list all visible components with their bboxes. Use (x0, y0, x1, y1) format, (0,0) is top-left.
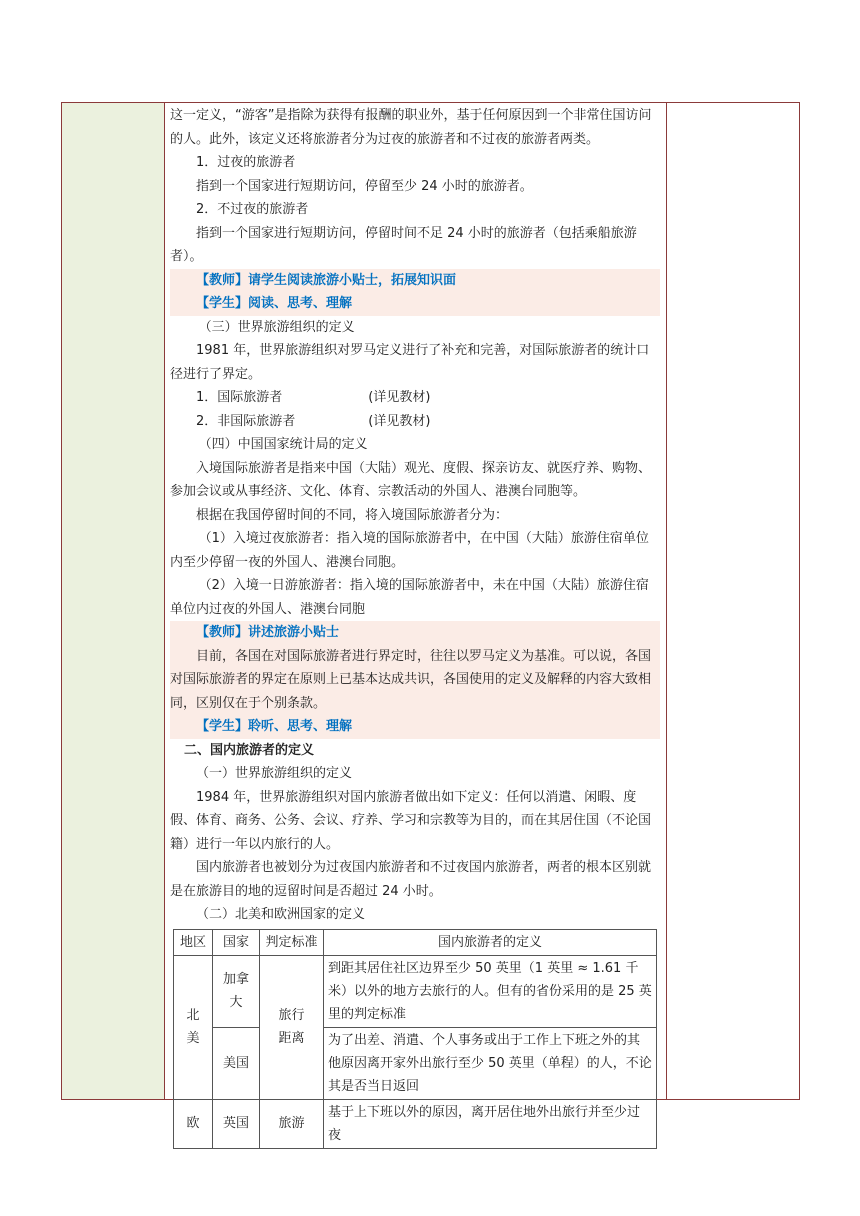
student-note: 【学生】阅读、思考、理解 (170, 292, 660, 316)
region-north-america: 北美 (174, 955, 213, 1099)
country-canada: 加拿大 (213, 955, 260, 1027)
na-heading: （二）北美和欧洲国家的定义 (196, 907, 366, 922)
country-uk: 英国 (213, 1099, 260, 1148)
teacher-note: 【教师】请学生阅读旅游小贴士，拓展知识面 (170, 269, 660, 293)
wto-item2-label: 2．非国际旅游者 (196, 413, 296, 429)
uk-definition: 基于上下班以外的原因，离开居住地外出旅行并至少过夜 (324, 1099, 657, 1148)
region-europe: 欧 (174, 1099, 213, 1148)
wto-heading: （三）世界旅游组织的定义 (198, 319, 355, 335)
item2-title: 2．不过夜的旅游者 (196, 202, 309, 217)
item2-desc: 指到一个国家进行短期访问，停留时间不足 24 小时的旅游者（包括乘船旅游者）。 (170, 225, 637, 264)
table-header-row (174, 929, 657, 955)
definition-table (173, 929, 657, 1149)
nbs-paragraph1: 入境国际旅游者是指来中国（大陆）观光、度假、探亲访友、就医疗养、购物、参加会议或从事经济、文化、体育、宗教活动的外国人、港澳台同胞等。 (170, 460, 652, 499)
domestic-wto-heading: （一）世界旅游组织的定义 (196, 766, 353, 781)
wto-item1 (170, 386, 660, 410)
domestic-heading: 二、国内旅游者的定义 (184, 742, 315, 758)
canada-definition: 到距其居住社区边界至少 50 英里（1 英里 ≈ 1.61 千米）以外的地方去旅行的人。但有的省份采用的是 25 英里的判定标准 (324, 955, 657, 1027)
intro-paragraph: 这一定义，“游客”是指除为获得有报酬的职业外，基于任何原因到一个非常住国访问的人。此外，该定义还将旅游者分为过夜的旅游者和不过夜的旅游者两类。 (170, 108, 652, 147)
country-usa: 美国 (213, 1027, 260, 1099)
wto-paragraph: 1981 年，世界旅游组织对罗马定义进行了补充和完善，对国际旅游者的统计口径进行了界定。 (170, 343, 650, 382)
criterion-eu: 旅游 (260, 1099, 324, 1148)
wto-item2-note: (详见教材) (368, 413, 431, 429)
wto-item1-label: 1．国际旅游者 (196, 390, 283, 405)
header-region: 地区 (174, 929, 213, 955)
table-row (174, 955, 657, 1027)
header-criterion: 判定标准 (260, 929, 324, 955)
domestic-paragraph2: 国内旅游者也被划分为过夜国内旅游者和不过夜国内旅游者，两者的根本区别就是在旅游目的地的逗留时间是否超过 24 小时。 (170, 860, 652, 899)
usa-definition: 为了出差、消遣、个人事务或出于工作上下班之外的其他原因离开家外出旅行至少 50 英里（单程）的人，不论其是否当日返回 (324, 1027, 657, 1099)
teacher-tip: 【教师】讲述旅游小贴士 (196, 625, 340, 640)
lesson-content (170, 104, 660, 1149)
student-tip: 【学生】聆听、思考、理解 (196, 719, 353, 734)
header-definition: 国内旅游者的定义 (324, 929, 657, 955)
nbs-heading: （四）中国国家统计局的定义 (198, 437, 368, 452)
domestic-paragraph1: 1984 年，世界旅游组织对国内旅游者做出如下定义：任何以消遣、闲暇、度假、体育、商务、公务、会议、疗养、学习和宗教等为目的，而在其居住国（不论国籍）进行一年以内旅行的人。 (170, 789, 652, 852)
left-column (62, 103, 165, 1099)
item1-desc: 指到一个国家进行短期访问，停留至少 24 小时的旅游者。 (196, 178, 533, 194)
tip-paragraph: 目前，各国在对国际旅游者进行界定时，往往以罗马定义为基准。可以说，各国对国际旅游者的界定在原则上已基本达成共识，各国使用的定义及解释的内容大致相同，区别仅在于个别条款。 (170, 648, 652, 711)
nbs-sub1: （1）入境过夜旅游者：指入境的国际旅游者中，在中国（大陆）旅游住宿单位内至少停留一夜的外国人、港澳台同胞。 (170, 531, 649, 570)
item1-title: 1．过夜的旅游者 (196, 155, 296, 170)
header-country: 国家 (213, 929, 260, 955)
criterion-distance: 旅行距离 (260, 955, 324, 1099)
tip-block (170, 621, 660, 739)
nbs-paragraph2: 根据在我国停留时间的不同，将入境国际旅游者分为： (196, 507, 509, 523)
table-row (174, 1027, 657, 1099)
right-column (666, 103, 799, 1099)
wto-item1-note: (详见教材) (368, 390, 431, 405)
nbs-sub2: （2）入境一日游旅游者：指入境的国际旅游者中，未在中国（大陆）旅游住宿单位内过夜的外国人、港澳台同胞 (170, 578, 649, 617)
table-row (174, 1099, 657, 1148)
wto-item2 (170, 410, 660, 434)
